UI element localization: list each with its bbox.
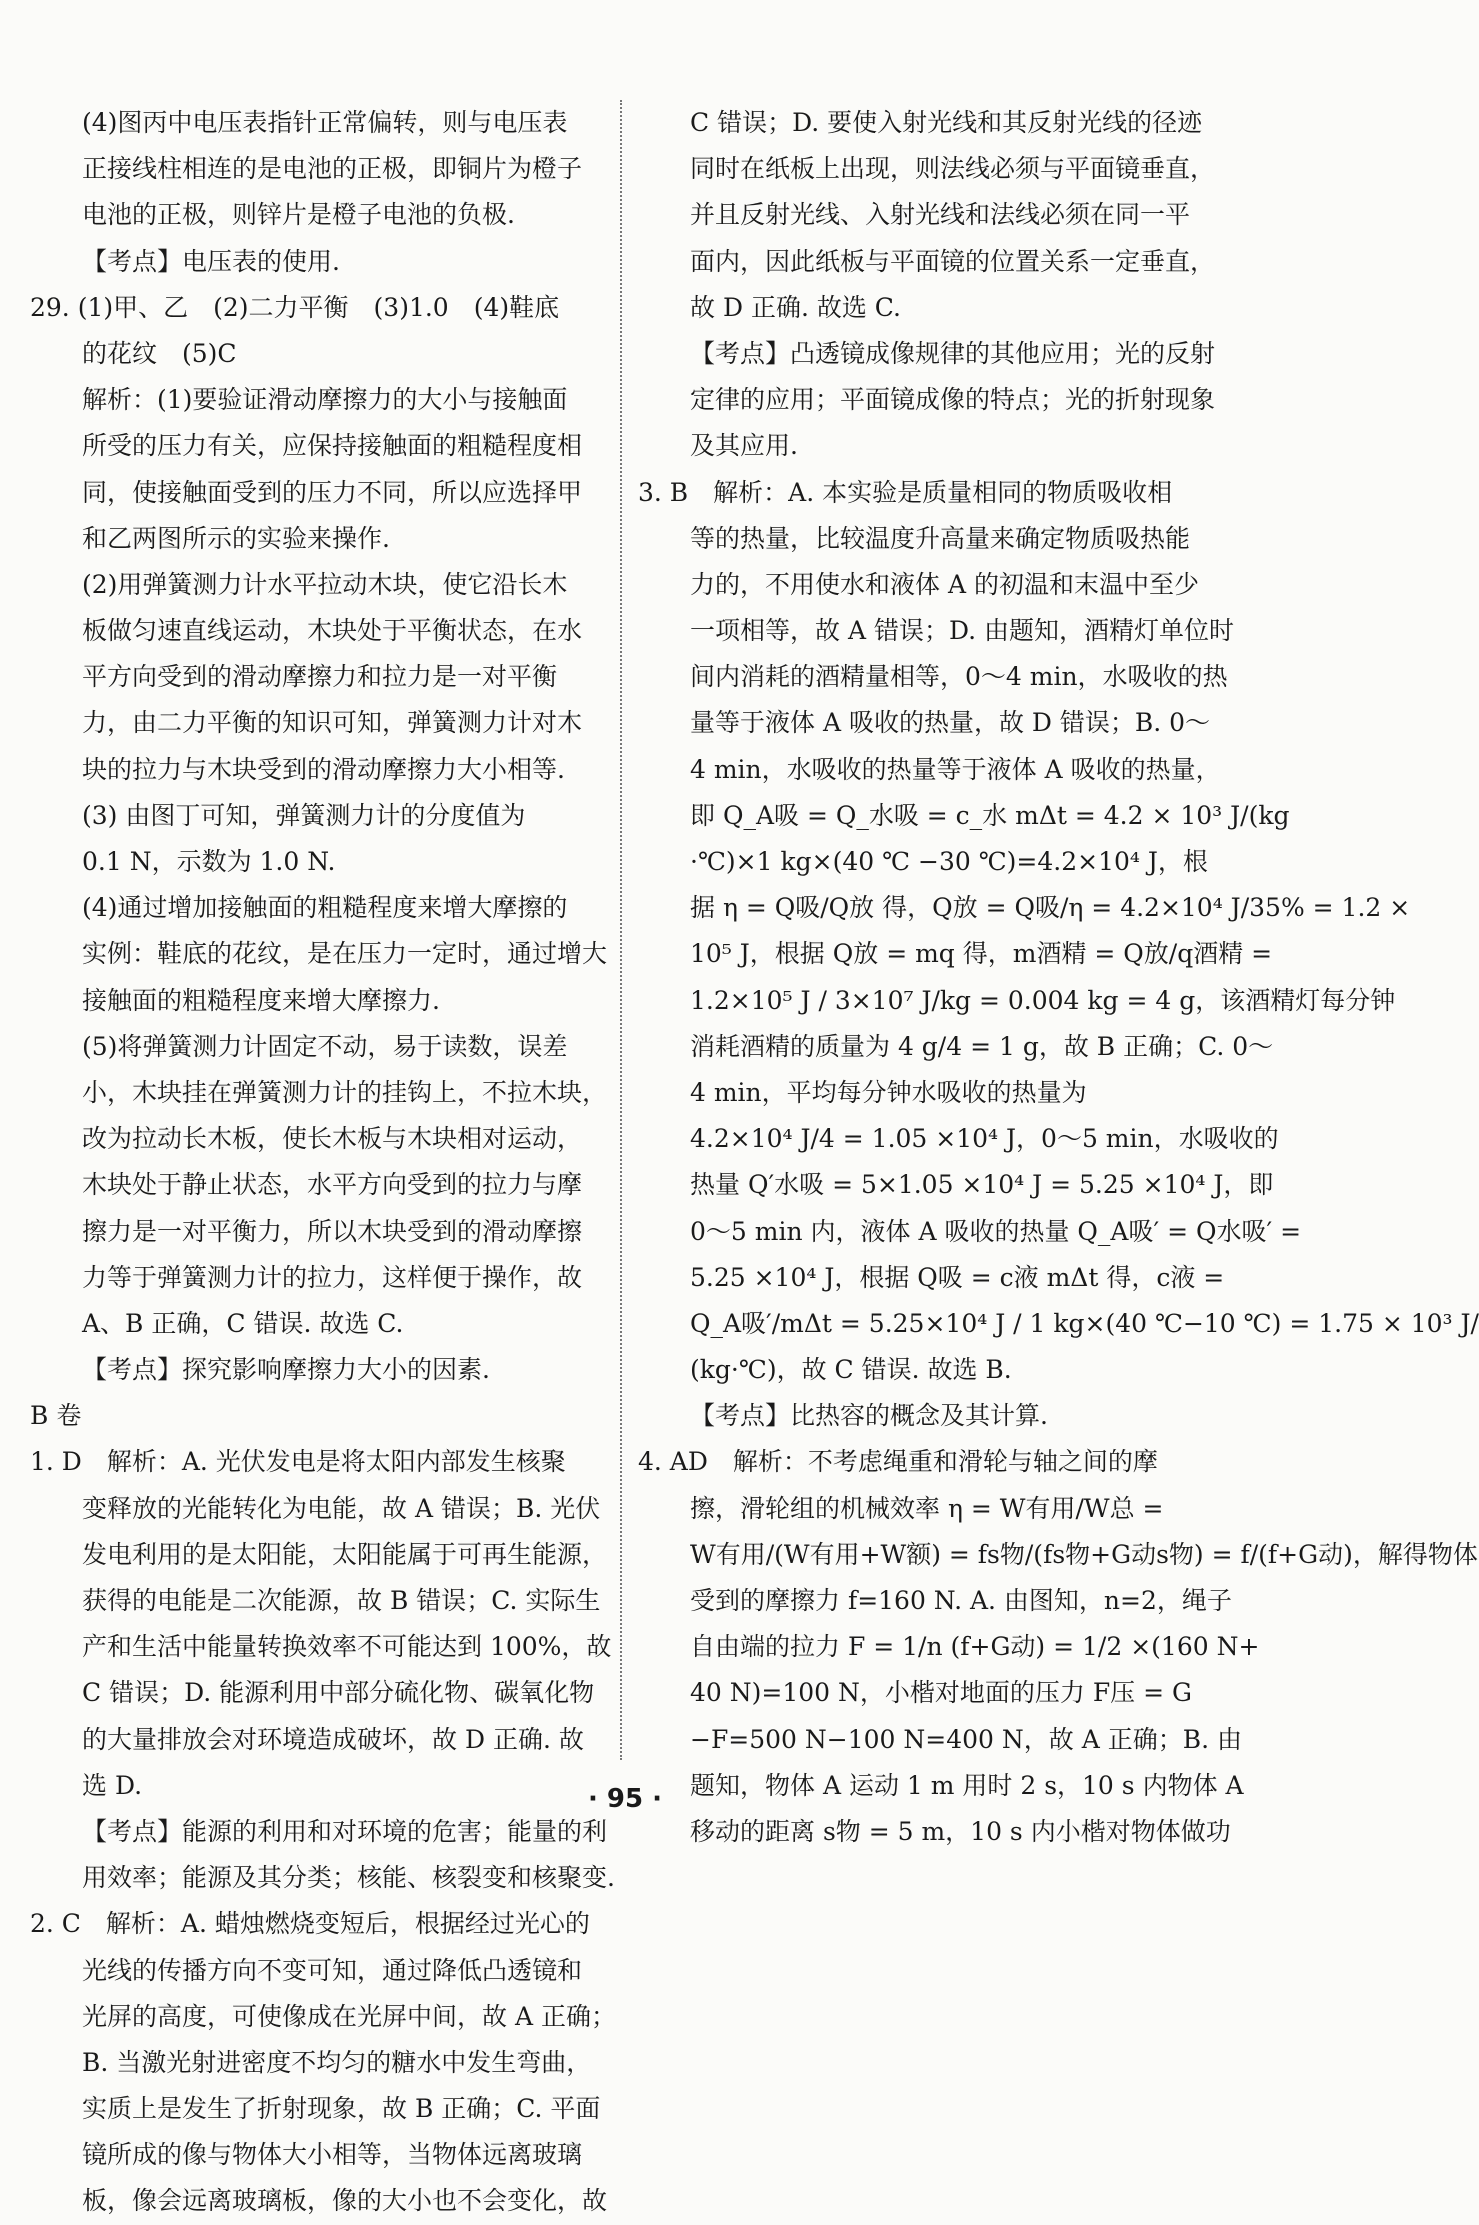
text-line: 擦力是一对平衡力，所以木块受到的滑动摩擦 [82,1216,583,1246]
text-line: 据 η = Q吸/Q放 得，Q放 = Q吸/η = 4.2×10⁴ J/35% = 1.2 × [690,893,1411,923]
text-line: (4)通过增加接触面的粗糙程度来增大摩擦的 [82,893,568,923]
text-line: B. 当激光射进密度不均匀的糖水中发生弯曲， [82,2047,592,2077]
text-line: 用效率；能源及其分类；核能、核裂变和核聚变. [82,1863,615,1893]
text-line: 力，由二力平衡的知识可知，弹簧测力计对木 [82,708,583,738]
text-line: 1.2×10⁵ J / 3×10⁷ J/kg = 0.004 kg = 4 g，该酒精灯每分钟 [690,985,1396,1015]
text-line: 热量 Q′水吸 = 5×1.05 ×10⁴ J = 5.25 ×10⁴ J，即 [690,1170,1274,1200]
text-line: 3. B 解析：A. 本实验是质量相同的物质吸收相 [638,477,1173,507]
text-line: 移动的距离 s物 = 5 m，10 s 内小楷对物体做功 [690,1816,1231,1846]
text-line: 题知，物体 A 运动 1 m 用时 2 s，10 s 内物体 A [690,1770,1244,1800]
text-line: 间内消耗的酒精量相等，0～4 min，水吸收的热 [690,662,1228,692]
text-line: 0.1 N，示数为 1.0 N. [82,847,336,876]
text-line: 同时在纸板上出现，则法线必须与平面镜垂直， [690,154,1216,184]
text-line: 面内，因此纸板与平面镜的位置关系一定垂直， [690,246,1216,276]
text-line: 【考点】能源的利用和对环境的危害；能量的利 [82,1816,608,1846]
text-line: 木块处于静止状态，水平方向受到的拉力与摩 [82,1170,583,1200]
text-line: 解析：(1)要验证滑动摩擦力的大小与接触面 [82,385,568,415]
text-line: 实例：鞋底的花纹，是在压力一定时，通过增大 [82,939,608,969]
text-line: 板做匀速直线运动，木块处于平衡状态，在水 [82,616,583,646]
column-divider [620,100,622,1760]
text-line: 正接线柱相连的是电池的正极，即铜片为橙子 [82,154,583,184]
right-column [638,100,1479,1855]
text-line: 获得的电能是二次能源，故 B 错误；C. 实际生 [82,1586,601,1615]
text-line: 量等于液体 A 吸收的热量，故 D 错误；B. 0～ [690,708,1211,738]
text-line: 接触面的粗糙程度来增大摩擦力. [82,985,440,1015]
text-line: 和乙两图所示的实验来操作. [82,523,390,553]
text-line: 产和生活中能量转换效率不可能达到 100%，故 [82,1632,612,1662]
text-line: 自由端的拉力 F = 1/n (f+G动) = 1/2 ×(160 N+ [690,1632,1260,1662]
text-line: (2)用弹簧测力计水平拉动木块，使它沿长木 [82,569,568,599]
text-line: (kg·℃)，故 C 错误. 故选 B. [690,1355,1012,1385]
text-line: Q_A吸′/mΔt = 5.25×10⁴ J / 1 kg×(40 ℃−10 ℃) = 1.75 × 10³ J/ [690,1308,1479,1338]
text-line: 小，木块挂在弹簧测力计的挂钩上，不拉木块， [82,1077,608,1107]
text-line: C 错误；D. 要使入射光线和其反射光线的径迹 [690,108,1203,137]
text-line: 定律的应用；平面镜成像的特点；光的折射现象 [690,385,1216,415]
text-line: B 卷 [30,1401,82,1431]
text-line: 2. C 解析：A. 蜡烛燃烧变短后，根据经过光心的 [30,1909,590,1939]
text-line: 块的拉力与木块受到的滑动摩擦力大小相等. [82,754,565,784]
text-line: 4 min，水吸收的热量等于液体 A 吸收的热量， [690,754,1221,784]
text-line: 【考点】探究影响摩擦力大小的因素. [82,1355,490,1385]
text-line: (5)将弹簧测力计固定不动，易于读数，误差 [82,1031,568,1061]
text-line: A、B 正确，C 错误. 故选 C. [82,1308,404,1338]
text-line: 并且反射光线、入射光线和法线必须在同一平 [690,200,1191,230]
text-line: −F=500 N−100 N=400 N，故 A 正确；B. 由 [690,1724,1242,1754]
text-line: 选 D. [82,1770,143,1800]
text-line: 变释放的光能转化为电能，故 A 错误；B. 光伏 [82,1493,601,1523]
text-line: 【考点】电压表的使用. [82,246,340,276]
text-line: 10⁵ J，根据 Q放 = mq 得，m酒精 = Q放/q酒精 = [690,939,1273,969]
text-line: 同，使接触面受到的压力不同，所以应选择甲 [82,477,583,507]
text-line: 受到的摩擦力 f=160 N. A. 由图知，n=2，绳子 [690,1586,1232,1615]
text-line: 【考点】凸透镜成像规律的其他应用；光的反射 [690,338,1216,368]
text-line: 故 D 正确. 故选 C. [690,292,901,322]
text-line: 力的，不用使水和液体 A 的初温和末温中至少 [690,569,1199,599]
text-line: 发电利用的是太阳能，太阳能属于可再生能源， [82,1539,608,1569]
text-line: ·℃)×1 kg×(40 ℃ −30 ℃)=4.2×10⁴ J，根 [690,847,1208,876]
text-line: 1. D 解析：A. 光伏发电是将太阳内部发生核聚 [30,1447,566,1477]
text-line: 实质上是发生了折射现象，故 B 正确；C. 平面 [82,2094,601,2124]
text-line: 平方向受到的滑动摩擦力和拉力是一对平衡 [82,662,558,692]
text-line: 4. AD 解析：不考虑绳重和滑轮与轴之间的摩 [638,1447,1158,1477]
text-line: (4)图丙中电压表指针正常偏转，则与电压表 [82,108,568,137]
text-line: 4 min，平均每分钟水吸收的热量为 [690,1077,1087,1107]
text-line: 消耗酒精的质量为 4 g/4 = 1 g，故 B 正确；C. 0～ [690,1031,1274,1061]
text-line: 电池的正极，则锌片是橙子电池的负极. [82,200,515,230]
text-line: 5.25 ×10⁴ J，根据 Q吸 = c液 mΔt 得，c液 = [690,1262,1225,1292]
text-line: 光屏的高度，可使像成在光屏中间，故 A 正确； [82,2001,616,2031]
page-number: · 95 · [587,1784,663,1814]
text-line: 等的热量，比较温度升高量来确定物质吸热能 [690,523,1191,553]
text-line: 29. (1)甲、乙 (2)二力平衡 (3)1.0 (4)鞋底 [30,292,560,322]
text-line: C 错误；D. 能源利用中部分硫化物、碳氧化物 [82,1678,595,1708]
text-line: 镜所成的像与物体大小相等，当物体远离玻璃 [82,2140,583,2170]
text-line: 即 Q_A吸 = Q_水吸 = c_水 mΔt = 4.2 × 10³ J/(kg [690,800,1290,830]
text-line: W有用/(W有用+W额) = fs物/(fs物+G动s物) = f/(f+G动)，解得物体 [690,1539,1478,1569]
text-line: 擦，滑轮组的机械效率 η = W有用/W总 = [690,1493,1164,1523]
text-line: 的大量排放会对环境造成破坏，故 D 正确. 故 [82,1724,584,1754]
left-column [30,100,616,2225]
text-line: 4.2×10⁴ J/4 = 1.05 ×10⁴ J，0～5 min，水吸收的 [690,1124,1279,1154]
text-line: 所受的压力有关，应保持接触面的粗糙程度相 [82,431,583,461]
text-line: 【考点】比热容的概念及其计算. [690,1401,1048,1431]
text-line: 光线的传播方向不变可知，通过降低凸透镜和 [82,1955,583,1985]
text-line: 及其应用. [690,431,798,461]
text-line: 的花纹 (5)C [82,338,237,368]
text-line: 40 N)=100 N，小楷对地面的压力 F压 = G [690,1678,1192,1708]
text-line: 改为拉动长木板，使长木板与木块相对运动， [82,1124,583,1154]
text-line: 力等于弹簧测力计的拉力，这样便于操作，故 [82,1262,583,1292]
text-line: 板，像会远离玻璃板，像的大小也不会变化，故 [82,2186,608,2216]
text-line: (3) 由图丁可知，弹簧测力计的分度值为 [82,800,526,830]
text-line: 一项相等，故 A 错误；D. 由题知，酒精灯单位时 [690,616,1234,646]
text-line: 0～5 min 内，液体 A 吸收的热量 Q_A吸′ = Q水吸′ = [690,1216,1302,1246]
